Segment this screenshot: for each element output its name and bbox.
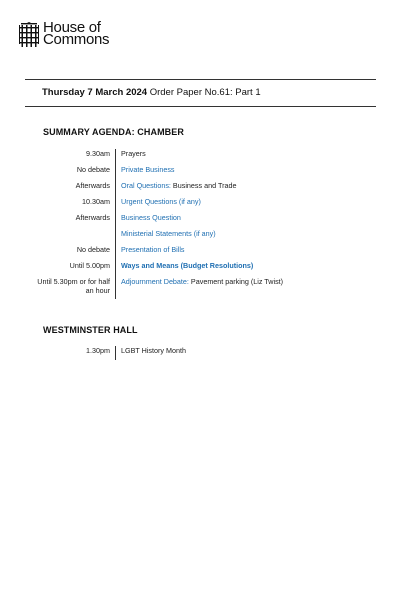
adjournment-debate-link[interactable]: Adjournment Debate: — [121, 277, 189, 286]
header-date: Thursday 7 March 2024 — [42, 87, 148, 98]
agenda-row — [30, 261, 330, 277]
agenda-row — [30, 229, 330, 245]
portcullis-icon — [19, 22, 39, 48]
agenda-row — [30, 149, 330, 165]
agenda-time: 10.30am — [82, 197, 110, 206]
westminster-heading: WESTMINSTER HALL — [43, 325, 138, 335]
agenda-time: Until 5.30pm or for half an hour — [37, 277, 110, 295]
urgent-questions-link[interactable]: Urgent Questions (if any) — [121, 197, 201, 206]
agenda-time: No debate — [76, 165, 110, 174]
oral-questions-link[interactable]: Oral Questions: — [121, 181, 171, 190]
agenda-time: 1.30pm — [86, 346, 110, 355]
agenda-row — [30, 277, 330, 299]
agenda-time: No debate — [76, 245, 110, 254]
agenda-item-text: Pavement parking (Liz Twist) — [188, 277, 284, 286]
agenda-time: Until 5.00pm — [69, 261, 110, 270]
agenda-time: Afterwards — [75, 181, 110, 190]
agenda-row — [30, 213, 330, 229]
agenda-item-text: Business and Trade — [170, 181, 237, 190]
ways-and-means-link[interactable]: Ways and Means (Budget Resolutions) — [121, 261, 254, 270]
agenda-row — [30, 346, 330, 360]
business-question-link[interactable]: Business Question — [121, 213, 181, 222]
logo-line-2: Commons — [43, 31, 110, 48]
agenda-item-text: Prayers — [121, 149, 146, 158]
header-order-paper: Order Paper No.61: Part 1 — [149, 87, 261, 98]
agenda-row — [30, 165, 330, 181]
summary-agenda — [30, 149, 330, 299]
summary-heading: SUMMARY AGENDA: CHAMBER — [43, 127, 184, 137]
agenda-row — [30, 181, 330, 197]
westminster-agenda — [30, 346, 330, 360]
ministerial-statements-link[interactable]: Ministerial Statements (if any) — [121, 229, 216, 238]
private-business-link[interactable]: Private Business — [121, 165, 175, 174]
house-of-commons-logo — [19, 19, 110, 48]
presentation-of-bills-link[interactable]: Presentation of Bills — [121, 245, 185, 254]
logo-line-1: House of — [43, 19, 101, 36]
agenda-item-text: LGBT History Month — [121, 346, 186, 355]
header-line — [42, 87, 261, 98]
agenda-row — [30, 197, 330, 213]
agenda-time: 9.30am — [86, 149, 110, 158]
agenda-row — [30, 245, 330, 261]
agenda-time: Afterwards — [75, 213, 110, 222]
order-paper-header — [25, 79, 376, 107]
